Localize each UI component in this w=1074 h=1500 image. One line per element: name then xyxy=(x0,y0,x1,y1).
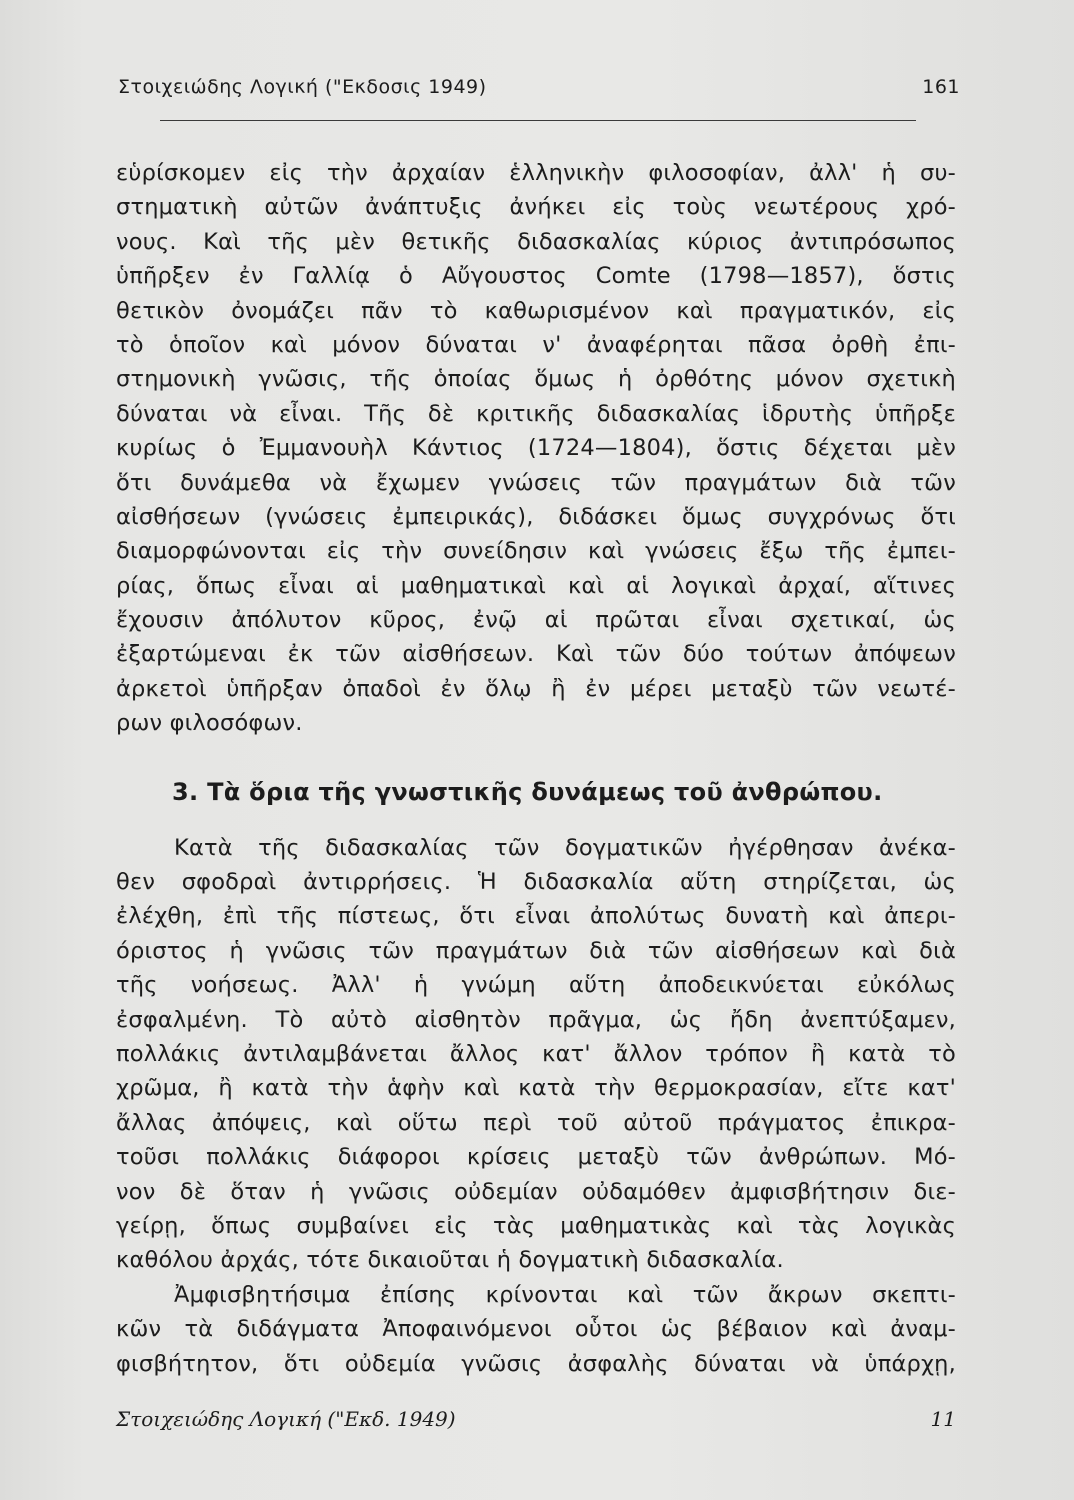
text-line: ἀρκετοὶ ὑπῆρξαν ὀπαδοὶ ἐν ὅλῳ ἢ ἐν μέρει μεταξὺ τῶν νεωτέ- xyxy=(116,675,956,702)
text-line: όριστος ἡ γνῶσις τῶν πραγμάτων διὰ τῶν αἰσθήσεων καὶ διὰ xyxy=(116,937,956,964)
text-line: νους. Καὶ τῆς μὲν θετικῆς διδασκαλίας κύριος ἀντιπρόσωπος xyxy=(116,228,956,255)
text-line: ἔχουσιν ἀπόλυτον κῦρος, ἐνῷ αἱ πρῶται εἶναι σχετικαί, ὡς xyxy=(116,607,956,634)
running-header xyxy=(118,76,960,110)
text-line: κυρίως ὁ Ἐμμανουὴλ Κάντιος (1724—1804), ὅστις δέχεται μὲν xyxy=(116,435,956,462)
text-line: ἐξαρτώμεναι ἐκ τῶν αἰσθήσεων. Καὶ τῶν δύο τούτων ἀπόψεων xyxy=(116,641,956,668)
header-rule xyxy=(160,120,916,121)
text-line: τὸ ὁποῖον καὶ μόνον δύναται ν' ἀναφέρηται πᾶσα ὀρθὴ ἐπι- xyxy=(116,331,956,358)
text-line: ρων φιλοσόφων. xyxy=(116,710,303,737)
footer-signature-line xyxy=(116,1407,958,1441)
text-line: πολλάκις ἀντιλαμβάνεται ἄλλος κατ' ἄλλον τρόπον ἢ κατὰ τὸ xyxy=(116,1040,956,1067)
text-line: τῆς νοήσεως. Ἀλλ' ἡ γνώμη αὕτη ἀποδεικνύεται εὐκόλως xyxy=(116,972,956,999)
text-line: Ἀμφισβητήσιμα ἐπίσης κρίνονται καὶ τῶν ἄκρων σκεπτι- xyxy=(174,1281,956,1308)
text-line: αἰσθήσεων (γνώσεις ἐμπειρικάς), διδάσκει ὅμως συγχρόνως ὅτι xyxy=(116,503,956,530)
text-line: ἐσφαλμένη. Τὸ αὐτὸ αἰσθητὸν πρᾶγμα, ὡς ἤδη ἀνεπτύξαμεν, xyxy=(116,1006,956,1033)
page-number: 161 xyxy=(922,76,960,98)
text-line: στηματικὴ αὐτῶν ἀνάπτυξις ἀνήκει εἰς τοὺς νεωτέρους χρό- xyxy=(116,194,956,221)
paragraph-1 xyxy=(116,156,956,741)
text-line: ἐλέχθη, ἐπὶ τῆς πίστεως, ὅτι εἶναι ἀπολύτως δυνατὴ καὶ ἀπερι- xyxy=(116,903,956,930)
text-line: εὑρίσκομεν εἰς τὴν ἀρχαίαν ἑλληνικὴν φιλοσοφίαν, ἀλλ' ἡ συ- xyxy=(116,160,956,186)
text-line: Κατὰ τῆς διδασκαλίας τῶν δογματικῶν ἠγέρθησαν ἀνέκα- xyxy=(174,834,956,861)
paragraph-2 xyxy=(116,831,956,1278)
text-line: φισβήτητον, ὅτι οὐδεμία γνῶσις ἀσφαλὴς δύναται νὰ ὑπάρχῃ, xyxy=(116,1350,956,1377)
text-line: θεν σφοδραὶ ἀντιρρήσεις. Ἡ διδασκαλία αὕτη στηρίζεται, ὡς xyxy=(116,869,956,896)
sheet-number: 11 xyxy=(930,1407,956,1431)
text-line: γείρῃ, ὅπως συμβαίνει εἰς τὰς μαθηματικὰς καὶ τὰς λογικὰς xyxy=(116,1212,956,1239)
text-line: χρῶμα, ἢ κατὰ τὴν ἁφὴν καὶ κατὰ τὴν θερμοκρασίαν, εἴτε κατ' xyxy=(116,1075,956,1102)
printer-signature: Στοιχειώδης Λογική ("Εκδ. 1949) xyxy=(116,1407,456,1431)
text-line: καθόλου ἀρχάς, τότε δικαιοῦται ἡ δογματικὴ διδασκαλία. xyxy=(116,1247,784,1274)
text-line: θετικὸν ὀνομάζει πᾶν τὸ καθωρισμένον καὶ πραγματικόν, εἰς xyxy=(116,297,956,324)
text-line: νον δὲ ὅταν ἡ γνῶσις οὐδεμίαν οὐδαμόθεν ἀμφισβήτησιν διε- xyxy=(116,1178,956,1205)
text-line: δύναται νὰ εἶναι. Τῆς δὲ κριτικῆς διδασκαλίας ἱδρυτὴς ὑπῆρξε xyxy=(116,400,956,427)
text-line: κῶν τὰ διδάγματα Ἀποφαινόμενοι οὗτοι ὡς βέβαιον καὶ ἀναμ- xyxy=(116,1316,956,1343)
text-line: ὅτι δυνάμεθα νὰ ἔχωμεν γνώσεις τῶν πραγμάτων διὰ τῶν xyxy=(116,469,956,496)
text-line: ὑπῆρξεν ἐν Γαλλίᾳ ὁ Αὔγουστος Comte (1798—1857), ὅστις xyxy=(116,263,956,290)
running-title: Στοιχειώδης Λογική ("Εκδοσις 1949) xyxy=(118,76,487,98)
text-line: ἄλλας ἀπόψεις, καὶ οὕτω περὶ τοῦ αὐτοῦ πράγματος ἐπικρα- xyxy=(116,1109,956,1136)
section-heading: 3. Τὰ ὅρια τῆς γνωστικῆς δυνάμεως τοῦ ἀνθρώπου. xyxy=(172,777,883,806)
text-line: διαμορφώνονται εἰς τὴν συνείδησιν καὶ γνώσεις ἔξω τῆς ἐμπει- xyxy=(116,538,956,565)
paragraph-3 xyxy=(116,1278,956,1381)
body-text xyxy=(116,156,956,1381)
text-line: στημονικὴ γνῶσις, τῆς ὁποίας ὅμως ἡ ὀρθότης μόνον σχετικὴ xyxy=(116,366,956,393)
text-line: ρίας, ὅπως εἶναι αἱ μαθηματικαὶ καὶ αἱ λογικαὶ ἀρχαί, αἵτινες xyxy=(116,572,956,599)
text-line: τοῦσι πολλάκις διάφοροι κρίσεις μεταξὺ τῶν ἀνθρώπων. Μό- xyxy=(116,1144,956,1171)
